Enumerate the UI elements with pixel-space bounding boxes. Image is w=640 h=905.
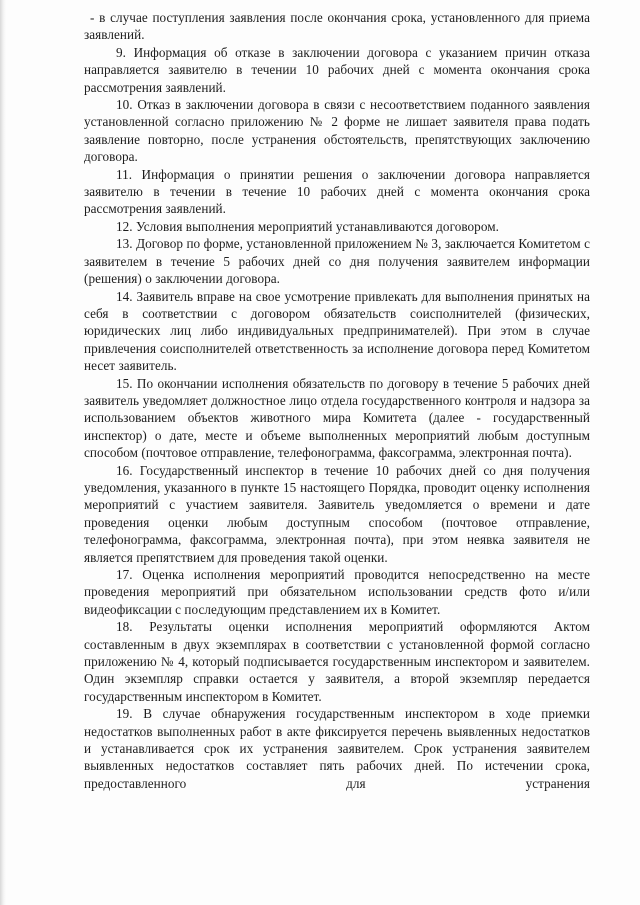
paragraph-item-19: 19. В случае обнаружения государственным инспектором в ходе приемки недостатков выполненных работ в акте фиксируется перечень выявленных недостатков и устанавливается срок их устранения заявителем. Срок устранения заявителем выявленных недостатков составляет пять рабочих дней. По истечении срока, предоставленного для устранения <box>84 706 590 791</box>
paragraph-item-14: 14. Заявитель вправе на свое усмотрение привлекать для выполнения принятых на себя в соответствии с договором обязательств соисполнителей (физических, юридических лиц либо индивидуальных предпринимателей). При этом в случае привлечения соисполнителей ответственность за исполнение договора перед Комитетом несет заявитель. <box>84 288 590 374</box>
scan-edge-shadow <box>0 0 6 905</box>
paragraph-item-13: 13. Договор по форме, установленной приложением № 3, заключается Комитетом с заявителем в течение 5 рабочих дней со дня получения заявителем информации (решения) о заключении договора. <box>84 236 590 287</box>
paragraph-item-16: 16. Государственный инспектор в течение 10 рабочих дней со дня получения уведомления, указанного в пункте 15 настоящего Порядка, проводит оценку исполнения мероприятий с участием заявителя. Заявитель уведомляется о времени и дате проведения оценки любым доступным способом (почтовое отправление, телефонограмма, факсограмма, электронная почта), при этом неявка заявителя не является препятствием для проведения такой оценки. <box>84 462 590 565</box>
paragraph-item-18: 18. Результаты оценки исполнения мероприятий оформляются Актом составленным в двух экземплярах в соответствии с установленной формой согласно приложению № 4, который подписывается государственным инспектором и заявителем. Один экземпляр справки остается у заявителя, а второй экземпляр передается государственным инспектором в Комитет. <box>84 619 590 704</box>
paragraph-item-9: 9. Информация об отказе в заключении договора с указанием причин отказа направляется заявителю в течении 10 рабочих дней с момента окончания срока рассмотрения заявлений. <box>84 44 590 95</box>
paragraph-item-11: 11. Информация о принятии решения о заключении договора направляется заявителю в течении в течение 10 рабочих дней с момента окончания срока рассмотрения заявлений. <box>84 166 590 217</box>
paragraph-item-15: 15. По окончании исполнения обязательств по договору в течение 5 рабочих дней заявитель уведомляет должностное лицо отдела государственного контроля и надзора за использованием объектов животного мира Комитета (далее - государственный инспектор) о дате, месте и объеме выполненных мероприятий любым доступным способом (почтовое отправление, телефонограмма, факсограмма, электронная почта). <box>84 375 590 461</box>
paragraph-item-8-bullet: - в случае поступления заявления после окончания срока, установленного для приема заявлений. <box>84 10 590 43</box>
paragraph-item-10: 10. Отказ в заключении договора в связи с несоответствием поданного заявления установленной согласно приложению № 2 форме не лишает заявителя права подать заявление повторно, после устранения обстоятельств, препятствующих заключению договора. <box>84 97 590 165</box>
paragraph-item-12: 12. Условия выполнения мероприятий устанавливаются договором. <box>116 218 499 234</box>
paragraph-item-17: 17. Оценка исполнения мероприятий проводится непосредственно на месте проведения мероприятий при обязательном использовании средств фото и/или видеофиксации с последующим представлением их в Комитет. <box>84 567 590 617</box>
document-body <box>84 9 590 792</box>
